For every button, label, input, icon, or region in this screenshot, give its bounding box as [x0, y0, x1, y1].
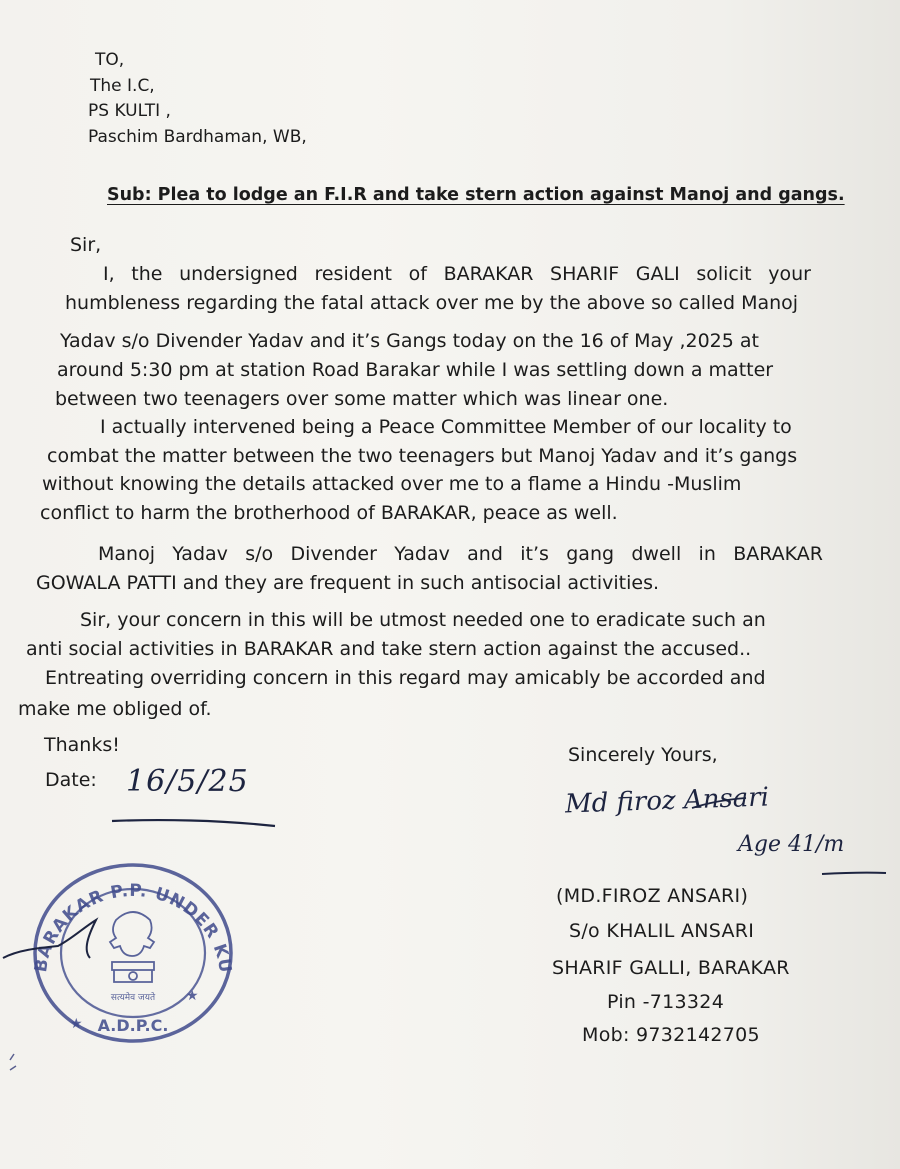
- address-line-district: Paschim Bardhaman, WB,: [88, 127, 307, 147]
- date-underline-stroke: [110, 815, 280, 831]
- date-label: Date:: [45, 769, 97, 791]
- sender-name: (MD.FIROZ ANSARI): [556, 885, 749, 907]
- body-line: I, the undersigned resident of BARAKAR SHARIF GALI solicit your: [103, 263, 811, 285]
- body-line: Sir, your concern in this will be utmost needed one to eradicate such an: [80, 609, 766, 631]
- handwritten-date: 16/5/25: [126, 764, 249, 799]
- sender-pin: Pin -713324: [607, 991, 725, 1013]
- body-line: conflict to harm the brotherhood of BARAKAR, peace as well.: [40, 502, 618, 524]
- age-underline-stroke: [820, 868, 890, 880]
- sincerely-yours: Sincerely Yours,: [568, 744, 718, 766]
- body-line: Yadav s/o Divender Yadav and it’s Gangs today on the 16 of May ,2025 at: [60, 330, 759, 352]
- ink-mark: [2, 1050, 22, 1080]
- body-line: Manoj Yadav s/o Divender Yadav and it’s gang dwell in BARAKAR: [98, 543, 823, 565]
- body-line: combat the matter between the two teenagers but Manoj Yadav and it’s gangs: [47, 445, 798, 467]
- body-line: I actually intervened being a Peace Committee Member of our locality to: [100, 416, 792, 438]
- svg-text:★: ★: [186, 988, 199, 1004]
- address-line-recipient: The I.C,: [90, 76, 155, 96]
- handwritten-signature: Md firoz Ansari: [564, 782, 770, 820]
- body-line: make me obliged of.: [18, 698, 212, 720]
- stamp-emblem-caption: सत्यमेव जयते: [110, 993, 156, 1003]
- address-line-station: PS KULTI ,: [88, 101, 171, 121]
- body-line: Entreating overriding concern in this regard may amicably be accorded and: [45, 667, 766, 689]
- national-emblem-icon: [110, 912, 154, 982]
- salutation: Sir,: [70, 234, 102, 256]
- sender-address: SHARIF GALLI, BARAKAR: [552, 957, 790, 979]
- stamp-ring-text: BARAKAR P.P. UNDER KULTI P.S.: [21, 843, 236, 975]
- body-line: anti social activities in BARAKAR and take stern action against the accused..: [26, 638, 752, 660]
- address-line-to: TO,: [95, 50, 125, 70]
- body-line: humbleness regarding the fatal attack over me by the above so called Manoj: [65, 292, 799, 314]
- sender-father: S/o KHALIL ANSARI: [569, 920, 755, 942]
- thanks-text: Thanks!: [44, 734, 120, 756]
- handwritten-age-note: Age 41/m: [738, 832, 845, 857]
- police-stamp: [21, 843, 238, 1048]
- body-line: between two teenagers over some matter which was linear one.: [55, 388, 669, 410]
- body-line: without knowing the details attacked over me to a flame a Hindu -Muslim: [42, 473, 742, 495]
- body-line: GOWALA PATTI and they are frequent in such antisocial activities.: [36, 572, 660, 594]
- subject-line: Sub: Plea to lodge an F.I.R and take stern action against Manoj and gangs.: [107, 185, 845, 205]
- stamp-bottom-text: A.D.P.C.: [97, 1016, 169, 1035]
- svg-text:★: ★: [70, 1016, 83, 1032]
- body-line: around 5:30 pm at station Road Barakar while I was settling down a matter: [57, 359, 774, 381]
- signature-strike-stroke: [690, 790, 750, 820]
- sender-mobile: Mob: 9732142705: [582, 1024, 760, 1046]
